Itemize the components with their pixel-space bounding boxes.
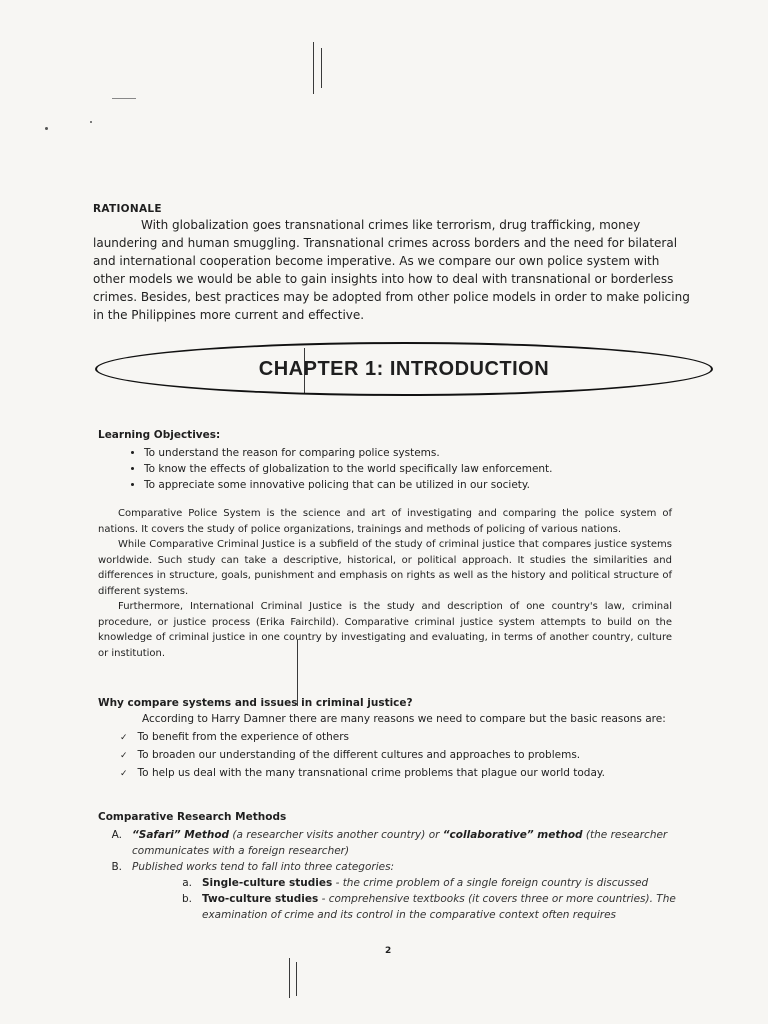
- research-methods-heading: Comparative Research Methods: [98, 811, 287, 823]
- paragraph-comparative-police: Comparative Police System is the science and art of investigating and comparing the police system of nations. It covers the study of police organizations, trainings and methods of policing of various nations.: [98, 508, 672, 535]
- published-works-sublist: [98, 875, 682, 923]
- scan-speck: [90, 121, 92, 123]
- list-item: • To appreciate some innovative policing that can be utilized in our society.: [144, 477, 678, 493]
- body-paragraphs: [98, 506, 672, 661]
- scan-mark: [296, 962, 297, 996]
- two-culture-term: Two-culture studies: [202, 893, 319, 905]
- why-compare-list: [98, 729, 684, 783]
- safari-method-term: “Safari” Method: [132, 829, 230, 841]
- collaborative-method-note: (the researcher communicates with a foreign researcher): [132, 829, 668, 857]
- paragraph-international-criminal-justice: Furthermore, International Criminal Justice is the study and description of one country's law, criminal procedure, or justice process (Erika Fairchild). Comparative criminal justice system attempts to build on the knowledge of criminal justice in one country by investigating and evaluating, in terms of another country, culture or institution.: [98, 601, 672, 659]
- collaborative-method-term: “collaborative” method: [442, 829, 583, 841]
- list-item-text: [132, 827, 682, 859]
- learning-objectives-heading: Learning Objectives:: [98, 429, 221, 441]
- list-item: [168, 891, 682, 923]
- chapter-title: CHAPTER 1: INTRODUCTION: [258, 357, 550, 380]
- rationale-heading: RATIONALE: [93, 203, 162, 215]
- scan-mark: [313, 42, 314, 94]
- scan-speck: [112, 98, 136, 99]
- scan-speck: [45, 127, 48, 130]
- single-culture-term: Single-culture studies: [202, 877, 333, 889]
- list-marker: a.: [182, 877, 192, 889]
- list-item: [98, 859, 682, 875]
- list-item-text: Published works tend to fall into three categories:: [132, 861, 395, 873]
- list-item-text: [202, 875, 648, 891]
- rationale-section: [93, 203, 693, 324]
- list-item: ✓ To benefit from the experience of others: [120, 729, 684, 747]
- scan-mark: [289, 958, 290, 998]
- list-item: ✓ To broaden our understanding of the different cultures and approaches to problems.: [120, 747, 684, 765]
- list-item: • To know the effects of globalization to the world specifically law enforcement.: [144, 461, 678, 477]
- why-compare-intro: According to Harry Damner there are many reasons we need to compare but the basic reasons are:: [142, 713, 666, 725]
- single-culture-text: - the crime problem of a single foreign country is discussed: [335, 877, 649, 889]
- scan-mark: [321, 48, 322, 88]
- learning-objectives-section: [98, 427, 678, 493]
- list-item: [98, 827, 682, 859]
- page-number: 2: [385, 946, 392, 956]
- list-item: • To understand the reason for comparing police systems.: [144, 445, 678, 461]
- learning-objectives-list: [98, 445, 678, 493]
- why-compare-heading: Why compare systems and issues in criminal justice?: [98, 697, 413, 709]
- list-marker: b.: [181, 893, 192, 905]
- rationale-body: With globalization goes transnational crimes like terrorism, drug trafficking, money laundering and human smuggling. Transnational crimes across borders and the need for bilateral and international cooperation become imperative. As we compare our own police system with other models we would be able to gain insights into how to deal with transnational or borderless crimes. Besides, best practices may be adopted from other police models in order to make policing in the Philippines more current and effective.: [93, 218, 690, 322]
- chapter-title-oval: [95, 342, 713, 396]
- two-culture-text: - comprehensive textbooks (it covers three or more countries). The examination of crime and its control in the comparative context often requires: [202, 893, 676, 921]
- list-marker: A.: [111, 829, 122, 841]
- why-compare-section: [98, 695, 684, 783]
- list-item: ✓ To help us deal with the many transnational crime problems that plague our world today.: [120, 765, 684, 783]
- list-item-text: [202, 891, 682, 923]
- safari-method-note: (a researcher visits another country) or: [232, 829, 440, 841]
- research-methods-section: [98, 809, 682, 923]
- paragraph-comparative-criminal-justice: While Comparative Criminal Justice is a subfield of the study of criminal justice that compares justice systems worldwide. Such study can take a descriptive, historical, or political approach. It studies the similarities and differences in structure, goals, punishment and emphasis on rights as well as the history and political structure of different systems.: [98, 539, 672, 597]
- list-marker: B.: [111, 861, 122, 873]
- research-methods-list: [98, 827, 682, 923]
- list-item: [168, 875, 682, 891]
